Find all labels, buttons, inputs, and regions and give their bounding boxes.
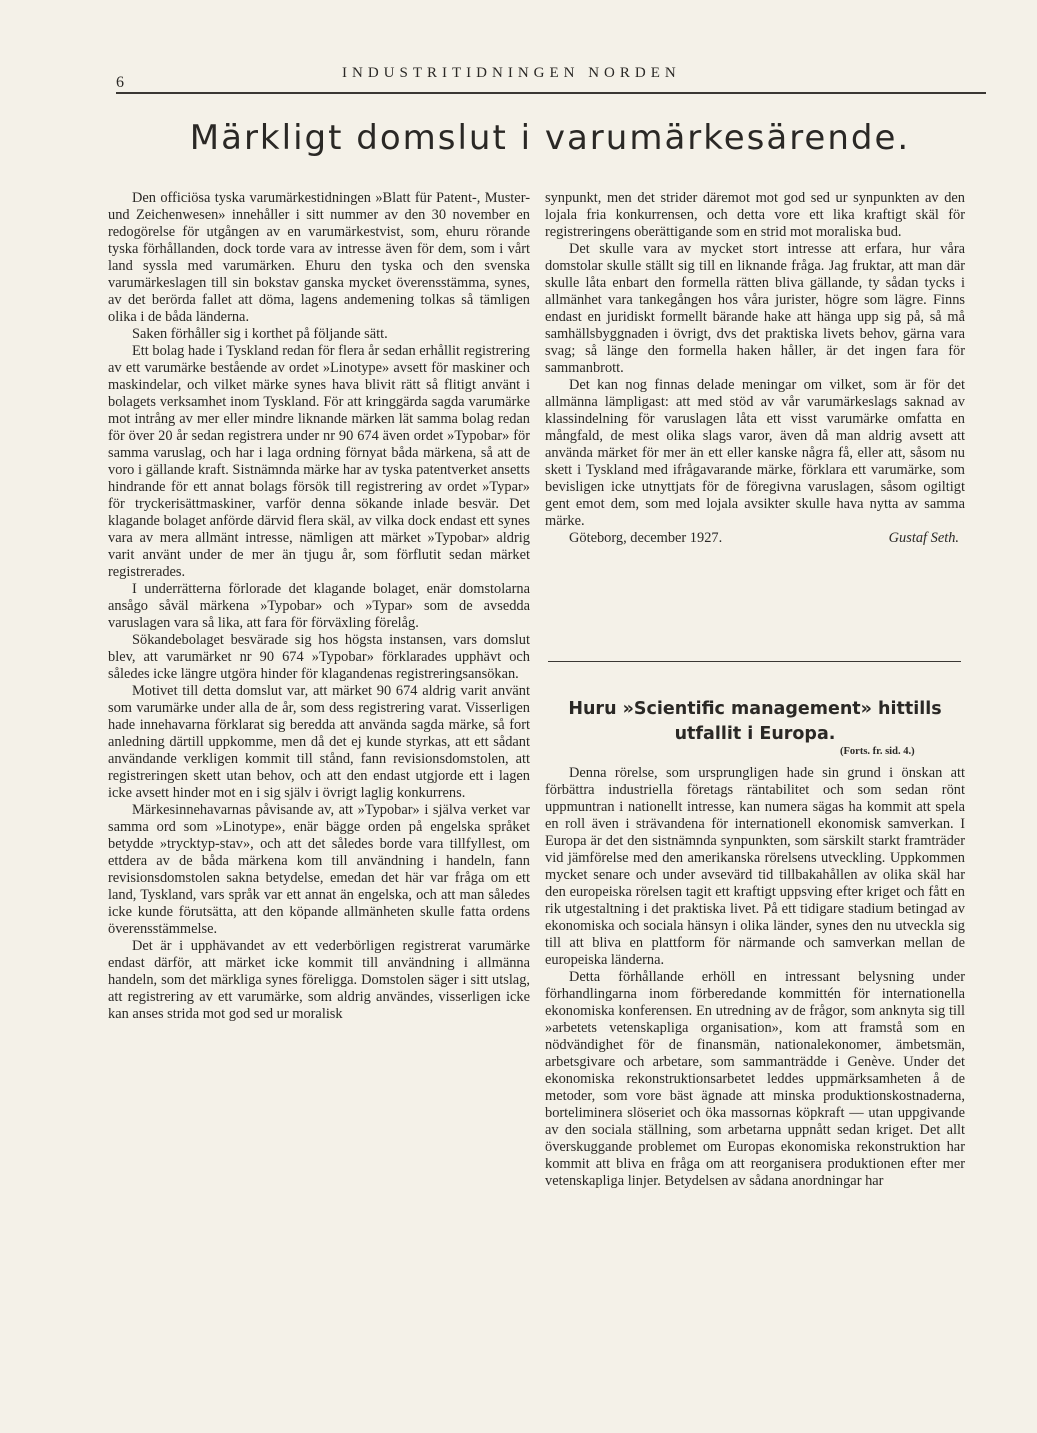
paragraph: Denna rörelse, som ursprungligen hade sin grund i önskan att förbättra industriella företags räntabilitet och som sedan rönt uppmuntran i nationellt intresse, kan numera sägas ha kommit att spela en roll även i strävandena för internationell ekonomisk samverkan. I Europa är det den sistnämnda synpunkten, som särskilt starkt framträder vid jämförelse med den amerikanska rörelsens utveckling. Uppkommen mycket senare och under avsevärd tid tillbakahållen av olika skäl har den europeiska rörelsen tagit ett kraftigt uppsving efter kriget och fått en rik utgestaltning i det praktiska livet. På ett tidigare stadium betingad av ekonomiska och sociala hänsyn i olika länder, synes den nu utveckla sig till att bliva en plattform för närmande och samverkan mellan de europeiska länderna. — [545, 765, 965, 968]
paragraph: Saken förhåller sig i korthet på följande sätt. — [132, 326, 388, 342]
header-rule — [116, 92, 986, 94]
left-column — [108, 190, 530, 1023]
paragraph: Detta förhållande erhöll en intressant belysning under förhandlingarna inom förberedande kommittén för internationella ekonomiska konferensen. En utredning av de frågor, som anknyta sig till »arbetets vetenskapliga organisation», kom att framstå som en nödvändighet för de finansmän, nationalekonomer, ämbetsmän, arbetsgivare och arbetare, som sammanträdde i Genève. Under det ekonomiska rekonstruktionsarbetet leddes uppmärksamheten å de metoder, som vore bäst ägnade att minska produktionskostnaderna, borteliminera slöseriet och öka massornas köpkraft — utan uppgivande av den sociala ställning, som arbetarna uppnått sedan kriget. Det allt överskuggande problemet om Europas ekonomiska rekonstruktion har kommit att bliva en fråga om att reorganisera produktionen efter mer vetenskapliga linjer. Betydelsen av sådana anordningar har — [545, 969, 965, 1189]
paragraph: Märkesinnehavarnas påvisande av, att »Typobar» i själva verket var samma ord som »Linotype», enär bägge orden på engelska språket betydde »trycktyp-stav», och att det således borde vara tillfyllest, om ettdera av de båda märkena kom till användning i handeln, fann revisionsdomstolen sakna betydelse, emedan det här var fråga om ett land, Tyskland, vars språk var ett annat än engelska, och att man således icke kunde förutsätta, att den köpande allmänheten skulle fatta ordens överensstämmelse. — [108, 802, 530, 937]
right-column-top — [545, 190, 965, 547]
paragraph: Det är i upphävandet av ett vederbörligen registrerat varumärke endast därför, att märket icke kommit till användning i allmänna handeln, som det märkliga synes föreligga. Domstolen säger i sitt utslag, att registrering av ett varumärke, som aldrig användes, visserligen icke kan anses strida mot god sed ur moralisk — [108, 938, 530, 1022]
paragraph: Sökandebolaget besvärade sig hos högsta instansen, vars domslut blev, att varumärket nr 90 674 »Typobar» förklarades upphävt och således icke längre utgöra hinder för klagandenas registreringsansökan. — [108, 632, 530, 682]
paragraph: Ett bolag hade i Tyskland redan för flera år sedan erhållit registrering av ett varumärke bestående av ordet »Linotype» avsett för maskiner och maskindelar, och vilket märke synes hava blivit rätt så flitigt använt i bolagets verksamhet inom Tyskland. För att kringgärda sagda varumärke mot intrång av mer eller mindre liknande märken lät samma bolag redan för över 20 år sedan registrera under nr 90 674 även ordet »Typobar» för samma varuslag, och har i laga ordning förnyat båda märkena, så att de voro i gällande kraft. Sistnämnda märke har av tyska patentverket ansetts hindrande för ett annat bolags försök till registrering av ordet »Typar» för tryckerisättmaskiner, varför denna sökande inlade besvär. Det klagande bolaget anförde därvid flera skäl, av vilka dock endast ett synes vara av mera allmänt intresse, nämligen att märket »Typobar» aldrig varit använt under de mer än tjugu år, som förflutit sedan märket registrerades. — [108, 343, 530, 580]
page-number: 6 — [116, 74, 124, 91]
paragraph: I underrätterna förlorade det klagande bolaget, enär domstolarna ansågo såväl märkena »Typobar» och »Typar» som de avsedda varuslagen vara så lika, att fara för förväxling förelåg. — [108, 581, 530, 631]
right-column-bottom — [545, 765, 965, 1190]
article-title: Märkligt domslut i varumärkesärende. — [189, 118, 911, 158]
paragraph: Den officiösa tyska varumärkestidningen »Blatt für Patent-, Muster- und Zeichenwesen» innehåller i sitt nummer av den 30 november en redogörelse för utgången av en varumärkestvist, som, ehuru rörande tyska förhållanden, dock torde vara av intresse även för dem, som i vårt land syssla med varumärken. Ehuru den tyska och den svenska varumärkeslagen till sin bokstav ganska mycket överensstämma, synes, av det berörda fallet att döma, lagens andemening tolkas så tämligen olika i de båda länderna. — [108, 190, 530, 325]
paragraph: Det skulle vara av mycket stort intresse att erfara, hur våra domstolar skulle ställt sig till en liknande fråga. Jag fruktar, att man där skulle låta enbart den formella rätten bliva gällande, ty sådan tycks i allmänhet vara tankegången hos våra jurister, högre som lägre. Finns endast en juridiskt formellt bärande hake att hänga upp sig på, så må samhällsbyggnaden i övrigt, dvs det praktiska livets behov, gärna vara svag; så länge den formella haken håller, är det ingen fara för sammanbrott. — [545, 241, 965, 376]
paragraph: Motivet till detta domslut var, att märket 90 674 aldrig varit använt som varumärke under alla de år, som dess registrering varat. Visserligen hade innehavarna förklarat sig beredda att använda sagda märke, så fort anledning därtill uppkomme, men då det ej kunde styrkas, att ett sådant användande verkligen kommit till stånd, fann revisionsdomstolen, att registreringen skett utan behov, och att den endast utgjorde ett i lagen icke avsett hinder mot en i sig själv i övrigt laglig konkurrens. — [108, 683, 530, 801]
signature-place-date: Göteborg, december 1927. — [569, 530, 723, 546]
signature-author: Gustaf Seth. — [888, 530, 959, 546]
paragraph: synpunkt, men det strider däremot mot god sed ur synpunkten av den lojala fria konkurrensen, och detta vore ett lika kraftigt skäl för registreringens oberättigande som en strid mot moraliska bud. — [545, 190, 965, 240]
column-rule — [548, 661, 961, 662]
continuation-note: (Forts. fr. sid. 4.) — [840, 746, 915, 757]
running-head: INDUSTRITIDNINGEN NORDEN — [342, 65, 681, 81]
signature — [545, 530, 965, 547]
second-article-title: Huru »Scientific management» hittills utfallit i Europa. — [568, 699, 942, 744]
paragraph: Det kan nog finnas delade meningar om vilket, som är för det allmänna lämpligast: att med stöd av vår varumärkeslags saknad av klassindelning för varuslagen låta ett visst varumärke omfatta en mångfald, de mest olika slags varor, även då man aldrig avsett att använda märket för mer än ett eller kanske några få, eller att, såsom nu skett i Tyskland med ifrågavarande märke, förklara ett varumärke, som bevisligen icke utnyttjats för de föregivna varuslagen, såsom ogiltigt gent emot dem, som med lojala avsikter skulle hava nytta av samma märke. — [545, 377, 965, 529]
